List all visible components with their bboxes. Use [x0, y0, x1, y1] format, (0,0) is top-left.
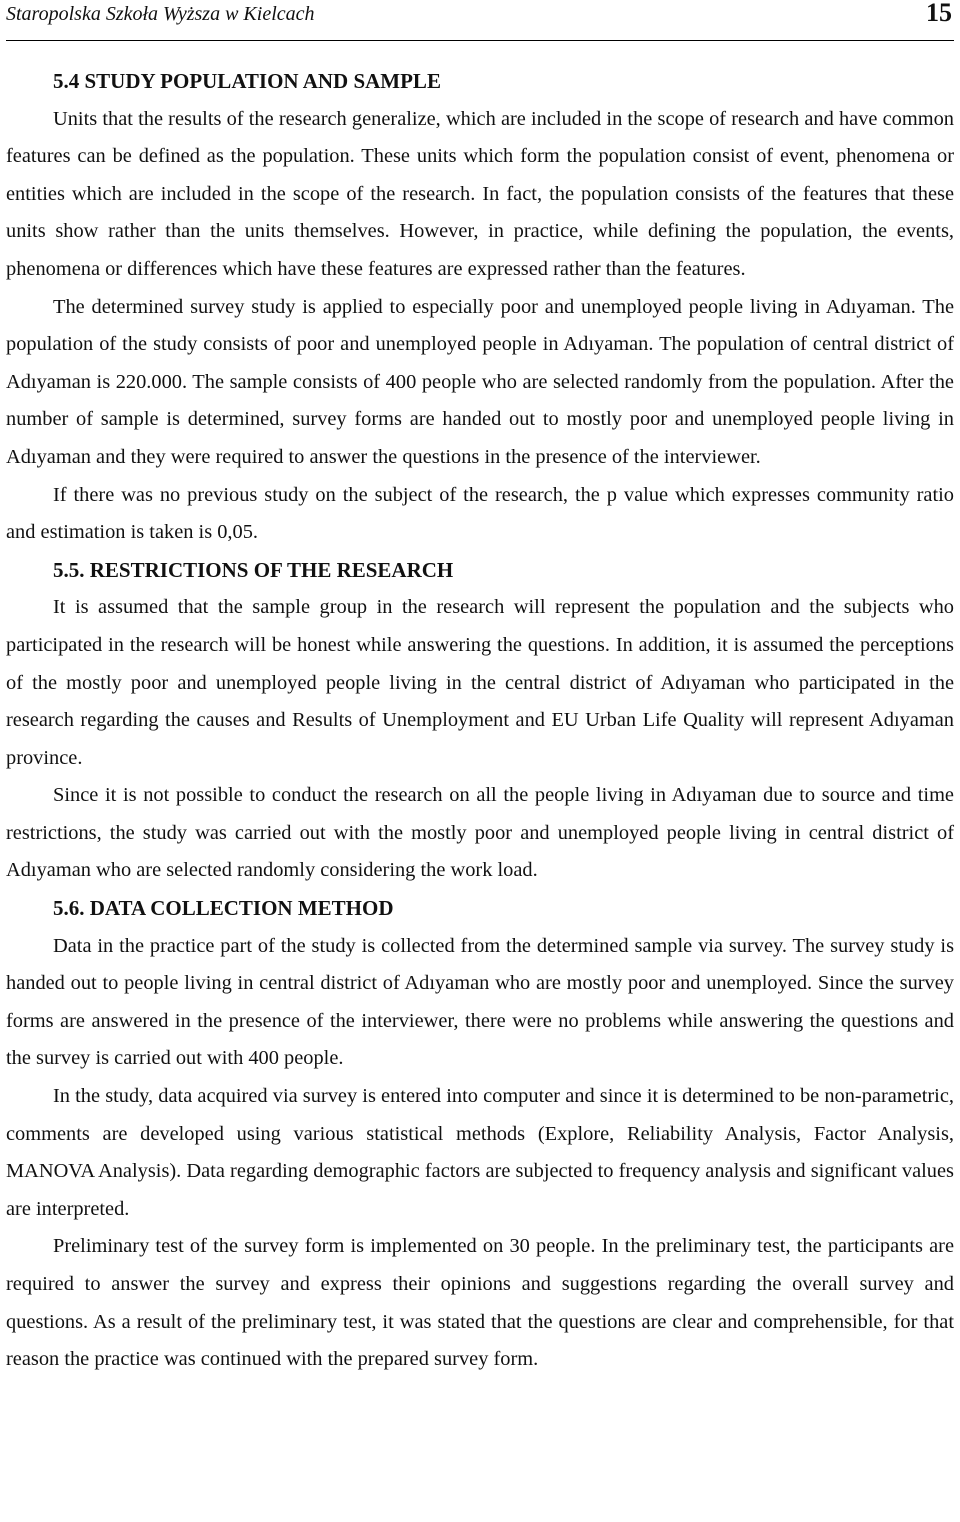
- running-header: [6, 0, 954, 41]
- paragraph: Units that the results of the research generalize, which are included in the scope of research and have common features can be defined as the population. These units which form the population consist of event, phenomena or entities which are included in the scope of the research. In fact, the population consists of the features that these units show rather than the units themselves. However, in practice, while defining the population, the events, phenomena or differences which have these features are expressed rather than the features.: [6, 107, 954, 280]
- section-heading: 5.6. DATA COLLECTION METHOD: [53, 896, 394, 921]
- institution-name: Staropolska Szkoła Wyższa w Kielcach: [6, 3, 315, 25]
- section-heading: 5.4 STUDY POPULATION AND SAMPLE: [53, 69, 441, 93]
- section-data-collection: [6, 890, 954, 1379]
- paragraph: Since it is not possible to conduct the research on all the people living in Adıyaman due to source and time restrictions, the study was carried out with the mostly poor and unemployed people living in central district of Adıyaman who are selected randomly considering the work load.: [6, 784, 954, 882]
- paragraph: It is assumed that the sample group in the research will represent the population and the subjects who participated in the research will be honest while answering the questions. In addition, it is assumed the perceptions of the mostly poor and unemployed people living in the central district of Adıyaman who participated in the research regarding the causes and Results of Unemployment and EU Urban Life Quality will represent Adıyaman province.: [6, 596, 954, 769]
- paragraph: The determined survey study is applied to especially poor and unemployed people living in Adıyaman. The population of the study consists of poor and unemployed people in Adıyaman. The population of central district of Adıyaman is 220.000. The sample consists of 400 people who are selected randomly from the population. After the number of sample is determined, survey forms are handed out to mostly poor and unemployed people living in Adıyaman and they were required to answer the questions in the presence of the interviewer.: [6, 295, 954, 468]
- section-study-population: [6, 63, 954, 552]
- paragraph: Preliminary test of the survey form is implemented on 30 people. In the preliminary test, the participants are required to answer the survey and express their opinions and suggestions regarding the overall survey and questions. As a result of the preliminary test, it was stated that the questions are clear and comprehensible, for that reason the practice was continued with the prepared survey form.: [6, 1235, 954, 1371]
- paragraph: In the study, data acquired via survey is entered into computer and since it is determined to be non-parametric, comments are developed using various statistical methods (Explore, Reliability Analysis, Factor Analysis, MANOVA Analysis). Data regarding demographic factors are subjected to frequency analysis and significant values are interpreted.: [6, 1085, 954, 1220]
- section-restrictions: [6, 552, 954, 890]
- page-number: 15: [926, 0, 952, 27]
- paragraph: If there was no previous study on the subject of the research, the p value which expresses community ratio and estimation is taken is 0,05.: [6, 483, 954, 544]
- paragraph: Data in the practice part of the study is collected from the determined sample via survey. The survey study is handed out to people living in central district of Adıyaman who are mostly poor and unemployed. Since the survey forms are answered in the presence of the interviewer, there were no problems while answering the questions and the survey is carried out with 400 people.: [6, 934, 954, 1070]
- document-body: [6, 41, 954, 1379]
- section-heading: 5.5. RESTRICTIONS OF THE RESEARCH: [53, 557, 454, 582]
- document-page: [6, 0, 954, 1522]
